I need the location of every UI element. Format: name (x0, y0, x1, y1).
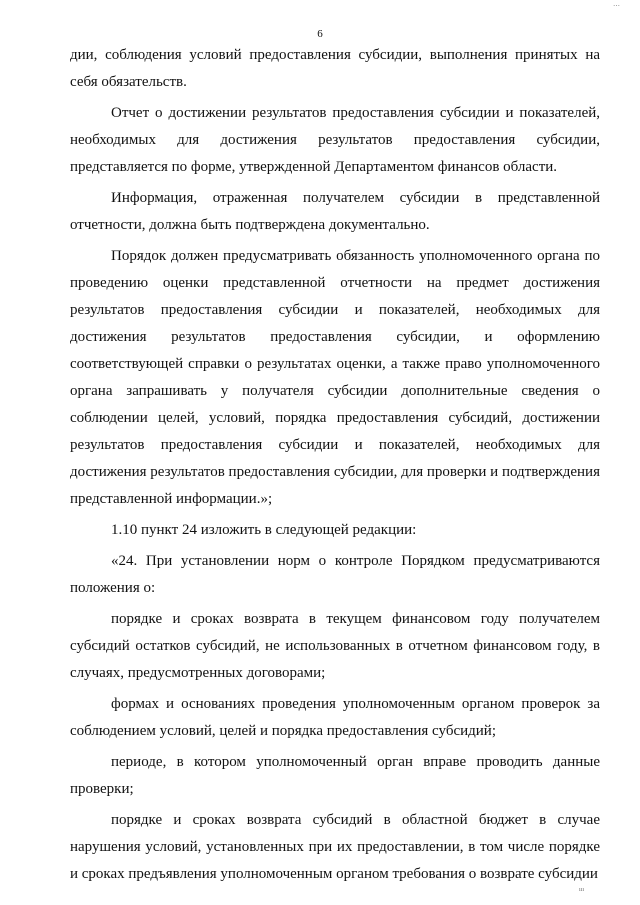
document-body (70, 42, 600, 892)
paragraph-information: Информация, отраженная получателем субсидии в представленной отчетности, должна быть подтверждена документально. (70, 190, 600, 233)
paragraph-amendment-1-10: 1.10 пункт 24 изложить в следующей редакции: (111, 522, 417, 538)
list-item-return-balances: порядке и сроках возврата в текущем финансовом году получателем субсидий остатков субсидий, не использованных в отчетном финансовом году, в случаях, предусмотренных договорами; (70, 611, 600, 681)
paragraph-procedure-obligation: Порядок должен предусматривать обязанность уполномоченного органа по проведению оценки представленной отчетности на предмет достижения результатов предоставления субсидии и показателей, необходимых для достижения результатов предоставления субсидии, и оформлению соответствующей справки о результатах оценки, а также право уполномоченного органа запрашивать у получателя субсидии дополнительные сведения о соблюдении целей, условий, порядка предоставления субсидий, достижении результатов предоставления субсидии и показателей, необходимых для достижения результатов предоставления субсидии, для проверки и подтверждения представленной информации.»; (70, 248, 600, 507)
page-number: 6 (317, 28, 323, 40)
paragraph-report-form: Отчет о достижении результатов предоставления субсидии и показателей, необходимых для достижения результатов предоставления субсидии, представляется по форме, утвержденной Департаментом финансов области. (70, 105, 600, 175)
list-item-return-on-violation: порядке и сроках возврата субсидий в областной бюджет в случае нарушения условий, установленных при их предоставлении, в том числе порядке и сроках предъявления уполномоченным органом требования о возврате субсидии (70, 812, 600, 882)
paragraph-continuation: дии, соблюдения условий предоставления субсидии, выполнения принятых на себя обязательств. (70, 47, 600, 90)
paragraph-clause-24: «24. При установлении норм о контроле Порядком предусматриваются положения о: (70, 553, 600, 596)
footer-scan-mark: ııı (578, 887, 584, 893)
corner-scan-mark: … (613, 0, 620, 8)
list-item-inspection-forms: формах и основаниях проведения уполномоченным органом проверок за соблюдением условий, целей и порядка предоставления субсидий; (70, 696, 600, 739)
list-item-inspection-period: периоде, в котором уполномоченный орган вправе проводить данные проверки; (70, 754, 600, 797)
